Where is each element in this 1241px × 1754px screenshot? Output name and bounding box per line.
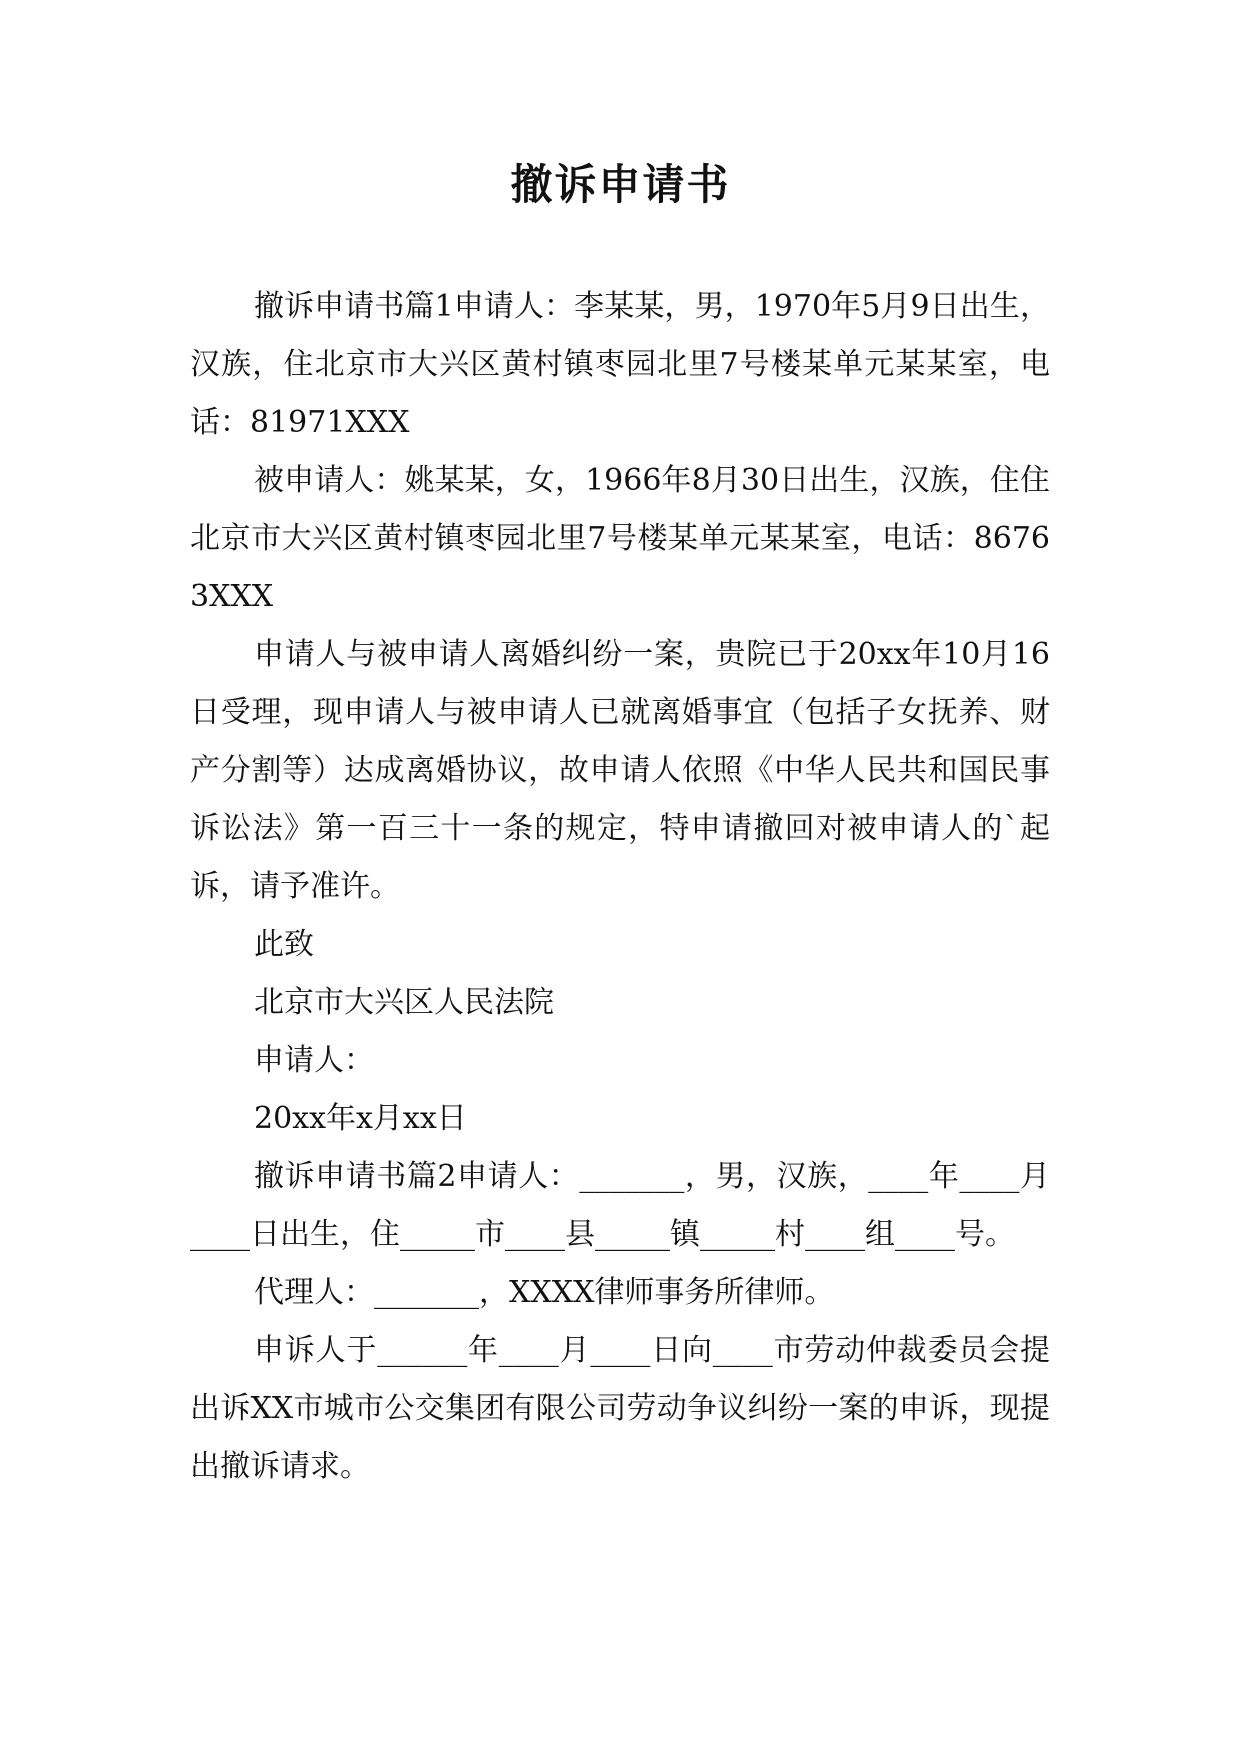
- paragraph-salutation: 此致: [254, 927, 314, 962]
- paragraph-respondent: 被申请人：姚某某，女，1966年8月30日出生，汉族，住住北京市大兴区黄村镇枣园北里7号楼某单元某某室，电话：86763XXX: [190, 463, 1050, 614]
- paragraph-court-name: 北京市大兴区人民法院: [254, 985, 554, 1020]
- paragraph-date: 20xx年x月xx日: [254, 1101, 467, 1136]
- document-body: [190, 278, 1050, 1496]
- paragraph-applicant-2: 撤诉申请书篇2申请人：_______，男，汉族，____年____月____日出生，住_____市____县_____镇_____村____组____号。: [190, 1159, 1050, 1252]
- paragraph-withdrawal-request: 申诉人于______年____月____日向____市劳动仲裁委员会提出诉XX市城市公交集团有限公司劳动争议纠纷一案的申诉，现提出撤诉请求。: [190, 1333, 1050, 1484]
- paragraph-agent: 代理人：_______，XXXX律师事务所律师。: [254, 1275, 835, 1310]
- paragraph-applicant-signature: 申请人：: [254, 1043, 374, 1078]
- paragraph-request-reason: 申请人与被申请人离婚纠纷一案，贵院已于20xx年10月16日受理，现申请人与被申请人已就离婚事宜（包括子女抚养、财产分割等）达成离婚协议，故申请人依照《中华人民共和国民事诉讼法》第一百三十一条的规定，特申请撤回对被申请人的`起诉，请予准许。: [190, 637, 1050, 904]
- document-title: 撤诉申请书: [510, 160, 731, 209]
- paragraph-applicant-1: 撤诉申请书篇1申请人：李某某，男，1970年5月9日出生，汉族，住北京市大兴区黄村镇枣园北里7号楼某单元某某室，电话：81971XXX: [190, 289, 1050, 440]
